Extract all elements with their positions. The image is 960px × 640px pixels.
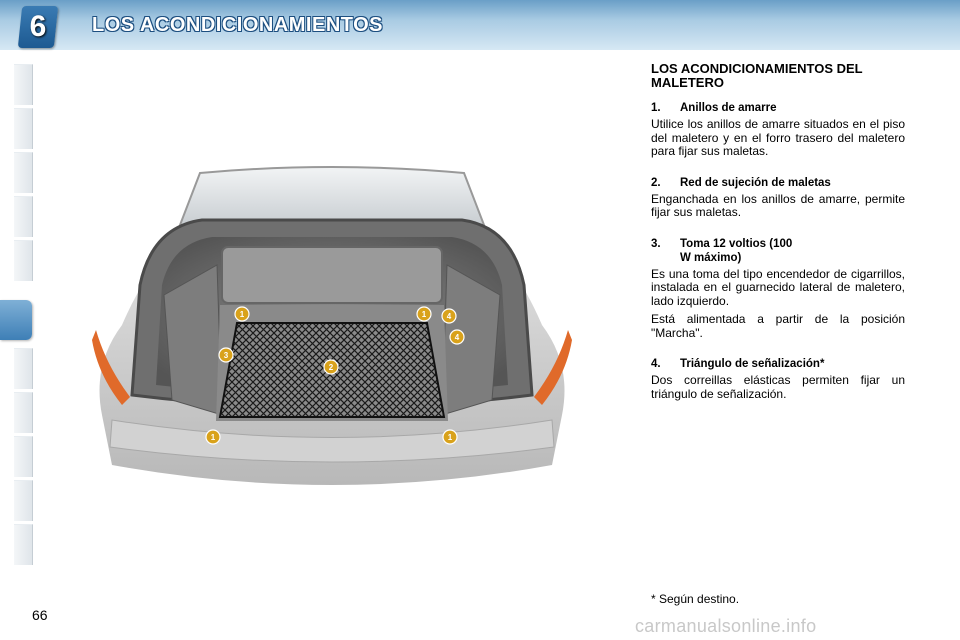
callout-label: 3 [223,351,229,360]
item-title: Anillos de amarre [680,102,777,114]
callout-label: 1 [421,310,427,319]
chapter-badge [18,6,58,48]
item-title: Toma 12 voltios (100 W máximo) [680,237,793,264]
chapter-tab-9[interactable] [14,436,33,477]
callout-ring-1d [443,430,457,444]
callout-label: 1 [210,433,216,442]
chapter-title: LOS ACONDICIONAMIENTOS [92,14,384,36]
footnote: * Según destino. [651,592,740,606]
chapter-tab-3[interactable] [14,152,33,193]
item-2 [651,176,905,220]
item-title: Red de sujeción de maletas [680,176,831,189]
callout-label: 4 [454,333,460,342]
chapter-tab-6-active[interactable] [0,300,32,340]
chapter-tabs [0,64,34,576]
chapter-tab-8[interactable] [14,392,33,433]
chapter-tab-2[interactable] [14,108,33,149]
trunk-illustration [92,165,572,495]
item-number: 2. [651,176,661,189]
item-heading [651,237,905,265]
callout-label: 1 [239,310,245,319]
item-paragraph: Dos correillas elásticas permiten fijar un triángulo de señalización. [651,373,905,401]
callout-ring-1c [206,430,220,444]
callout-net-2 [324,360,338,374]
item-1 [651,101,905,159]
chapter-tab-11[interactable] [14,524,33,565]
chapter-tab-1[interactable] [14,64,33,105]
item-heading [651,357,905,371]
callout-label: 1 [447,433,453,442]
rear-lining [222,247,442,303]
callout-triangle-4b [450,330,464,344]
item-number: 4. [651,358,661,370]
item-paragraph: Enganchada en los anillos de amarre, permite fijar sus maletas. [651,191,905,219]
page-header [0,0,960,50]
item-3 [651,237,905,341]
text-column [651,62,905,406]
item-paragraph: Está alimentada a partir de la posición "Marcha". [651,312,905,340]
chapter-number: 6 [29,10,47,43]
item-number: 1. [651,102,661,114]
callout-label: 2 [328,363,334,372]
chapter-tab-5[interactable] [14,240,33,281]
callout-ring-1a [235,307,249,321]
callout-socket-3 [219,348,233,362]
item-paragraph: Utilice los anillos de amarre situados en el piso del maletero y en el forro trasero del maletero para fijar sus maletas. [651,117,905,158]
callout-triangle-4a [442,309,456,323]
item-4 [651,357,905,401]
rear-window [180,167,484,225]
section-title: LOS ACONDICIONAMIENTOS DEL MALETERO [651,61,863,90]
item-heading [651,176,905,190]
chapter-tab-4[interactable] [14,196,33,237]
item-number: 3. [651,237,661,250]
watermark: carmanualsonline.info [635,616,817,636]
item-title: Triángulo de señalización* [680,358,825,370]
callout-ring-1b [417,307,431,321]
item-heading [651,101,905,115]
page-number: 66 [32,607,48,623]
item-paragraph: Es una toma del tipo encendedor de cigarrillos, instalada en el guarnecido lateral de maletero, lado izquierdo. [651,266,905,308]
chapter-tab-10[interactable] [14,480,33,521]
callout-label: 4 [446,312,452,321]
chapter-tab-7[interactable] [14,348,33,389]
